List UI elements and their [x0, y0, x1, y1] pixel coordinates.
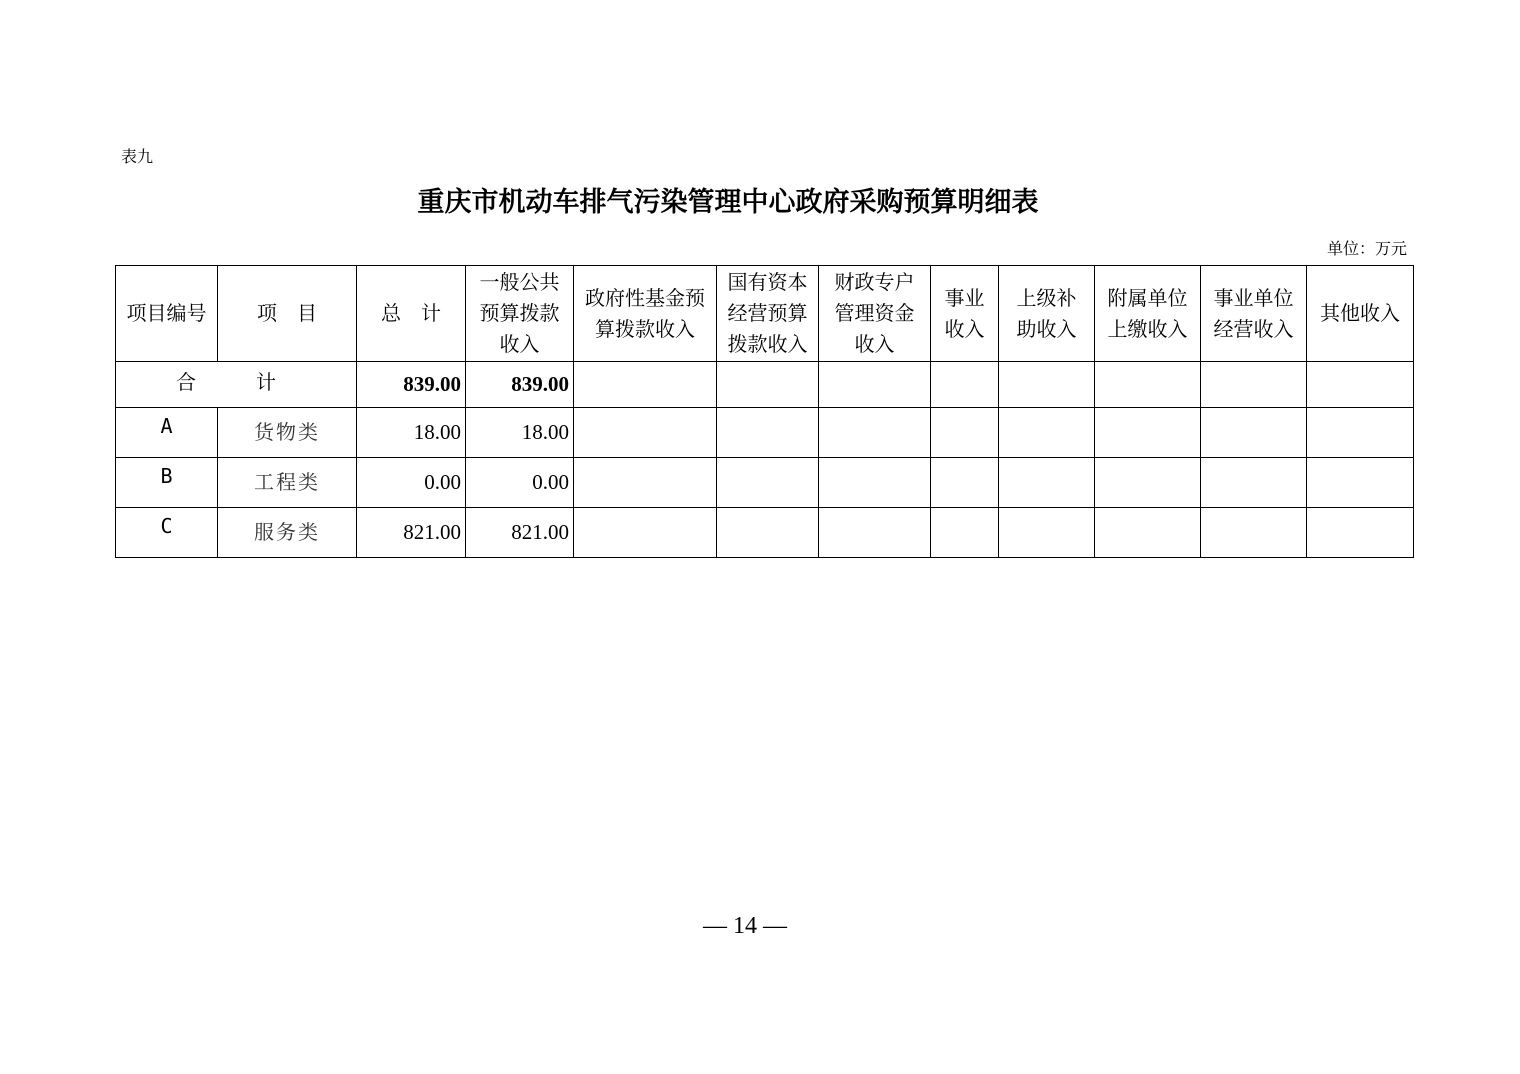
page-title — [0, 180, 1520, 219]
table-row — [116, 408, 1414, 458]
total-row-label: 合 计 — [116, 362, 357, 408]
header-other-income: 其他收入 — [1307, 266, 1414, 362]
unit-label: 单位：万元 — [1326, 239, 1407, 258]
empty-cell — [819, 408, 931, 458]
empty-cell — [1095, 362, 1201, 408]
row-general-budget: 0.00 — [466, 458, 574, 508]
table-row — [116, 508, 1414, 558]
row-total: 0.00 — [357, 458, 466, 508]
empty-cell — [574, 458, 717, 508]
row-total: 18.00 — [357, 408, 466, 458]
empty-cell — [1307, 508, 1414, 558]
total-row-total: 839.00 — [357, 362, 466, 408]
row-total: 821.00 — [357, 508, 466, 558]
empty-cell — [1201, 408, 1307, 458]
empty-cell — [574, 408, 717, 458]
header-item: 项 目 — [218, 266, 357, 362]
empty-cell — [717, 408, 819, 458]
empty-cell — [717, 458, 819, 508]
empty-cell — [999, 408, 1095, 458]
empty-cell — [999, 508, 1095, 558]
header-fiscal-special: 财政专户管理资金收入 — [819, 266, 931, 362]
empty-cell — [574, 508, 717, 558]
empty-cell — [574, 362, 717, 408]
empty-cell — [819, 362, 931, 408]
page-number — [0, 913, 1520, 940]
page-title-text: 重庆市机动车排气污染管理中心政府采购预算明细表 — [417, 187, 1039, 218]
empty-cell — [717, 362, 819, 408]
row-general-budget: 18.00 — [466, 408, 574, 458]
empty-cell — [1095, 458, 1201, 508]
empty-cell — [1201, 362, 1307, 408]
row-code: A — [116, 408, 218, 458]
empty-cell — [1307, 458, 1414, 508]
header-row — [116, 266, 1414, 362]
row-item: 货物类 — [218, 408, 357, 458]
total-row — [116, 362, 1414, 408]
empty-cell — [1201, 508, 1307, 558]
empty-cell — [931, 508, 999, 558]
empty-cell — [999, 458, 1095, 508]
table-tag: 表九 — [121, 147, 154, 166]
empty-cell — [717, 508, 819, 558]
row-general-budget: 821.00 — [466, 508, 574, 558]
empty-cell — [931, 362, 999, 408]
row-code: C — [116, 508, 218, 558]
empty-cell — [931, 458, 999, 508]
row-item: 工程类 — [218, 458, 357, 508]
empty-cell — [1095, 408, 1201, 458]
empty-cell — [819, 458, 931, 508]
empty-cell — [931, 408, 999, 458]
empty-cell — [999, 362, 1095, 408]
empty-cell — [1307, 408, 1414, 458]
header-career-income: 事业收入 — [931, 266, 999, 362]
page-number-text: — 14 — — [703, 913, 787, 939]
header-affiliated-payment: 附属单位上缴收入 — [1095, 266, 1201, 362]
header-gov-fund: 政府性基金预算拨款收入 — [574, 266, 717, 362]
header-career-operating: 事业单位经营收入 — [1201, 266, 1307, 362]
empty-cell — [1201, 458, 1307, 508]
header-code: 项目编号 — [116, 266, 218, 362]
header-state-capital: 国有资本经营预算拨款收入 — [717, 266, 819, 362]
empty-cell — [819, 508, 931, 558]
empty-cell — [1307, 362, 1414, 408]
row-item: 服务类 — [218, 508, 357, 558]
row-code: B — [116, 458, 218, 508]
procurement-budget-table — [115, 265, 1414, 558]
empty-cell — [1095, 508, 1201, 558]
header-general-budget: 一般公共预算拨款收入 — [466, 266, 574, 362]
header-total: 总 计 — [357, 266, 466, 362]
header-superior-subsidy: 上级补助收入 — [999, 266, 1095, 362]
table-row — [116, 458, 1414, 508]
total-row-general-budget: 839.00 — [466, 362, 574, 408]
